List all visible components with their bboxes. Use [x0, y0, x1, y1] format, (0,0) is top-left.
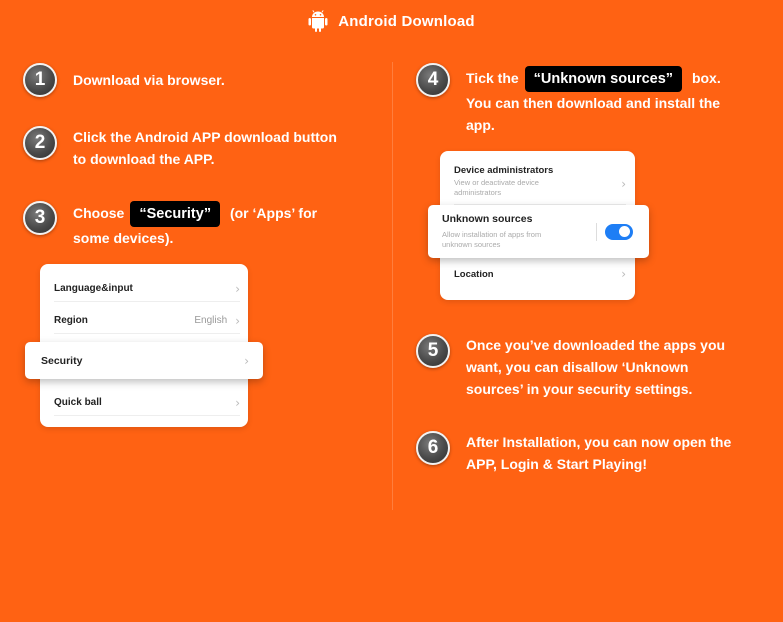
step-number: 2 [23, 126, 57, 160]
row-sub: Allow installation of apps from [442, 230, 542, 239]
step-text [466, 63, 721, 136]
step-text-line: to download the APP. [73, 151, 215, 167]
chevron-right-icon: › [621, 267, 626, 281]
row-sub: View or deactivate device [454, 178, 539, 187]
settings-row-security[interactable] [25, 342, 263, 379]
unknown-sources-tag: “Unknown sources” [525, 66, 682, 92]
row-label: Location [454, 268, 494, 280]
step-text [466, 334, 725, 400]
step-text-line: Click the Android APP download button [73, 129, 337, 145]
step-number: 4 [416, 63, 450, 97]
row-label: Device administrators [454, 165, 554, 176]
row-value: English [194, 315, 228, 326]
column-divider [392, 62, 393, 510]
step-text-line: app. [466, 117, 495, 134]
step-number: 3 [23, 201, 57, 235]
page-header [0, 10, 783, 32]
step-text: Download via browser. [73, 72, 225, 88]
step-text-line: APP, Login & Start Playing! [466, 456, 647, 472]
step-2 [23, 126, 337, 170]
chevron-right-icon: › [244, 353, 249, 368]
row-label: Region [54, 315, 88, 326]
step-text-line: Once you’ve downloaded the apps you [466, 337, 726, 353]
chevron-right-icon: › [235, 313, 240, 328]
step-text [73, 201, 317, 249]
security-tag: “Security” [130, 201, 220, 227]
row-label: Security [41, 354, 83, 367]
android-icon [308, 10, 328, 32]
step-5 [416, 334, 725, 400]
step-text-post: box. [691, 70, 721, 86]
chevron-right-icon: › [235, 395, 240, 410]
page-title: Android Download [338, 12, 475, 30]
settings-row-region[interactable] [54, 308, 240, 334]
row-label: Language&input [54, 283, 133, 294]
row-sub: unknown sources [442, 240, 501, 249]
step-number: 6 [416, 431, 450, 465]
step-number: 1 [23, 63, 57, 97]
toggle-separator [596, 223, 597, 241]
row-label: Unknown sources [442, 213, 533, 225]
step-number: 5 [416, 334, 450, 368]
step-text-line: sources’ in your security settings. [466, 381, 693, 397]
settings-row-quick-ball[interactable] [54, 390, 240, 416]
step-text-line: want, you can disallow ‘Unknown [466, 359, 689, 375]
step-1 [23, 63, 225, 97]
step-text-line: some devices). [73, 230, 174, 247]
step-text-line: After Installation, you can now open the [466, 434, 732, 450]
row-sub: administrators [454, 188, 502, 197]
row-label: Quick ball [54, 397, 102, 408]
unknown-sources-toggle[interactable] [605, 224, 633, 240]
chevron-right-icon: › [235, 281, 240, 296]
step-4 [416, 63, 721, 136]
step-text [466, 431, 731, 475]
chevron-right-icon: › [621, 177, 626, 191]
step-3 [23, 201, 317, 249]
step-text [73, 126, 337, 170]
settings-row-unknown-sources[interactable] [428, 205, 649, 258]
step-text-pre: Choose [73, 205, 125, 221]
step-6 [416, 431, 731, 475]
settings-row-location[interactable] [454, 261, 626, 287]
step-text-post: (or ‘Apps’ for [229, 205, 318, 221]
step-text-line: You can then download and install the [466, 95, 721, 112]
step-text-pre: Tick the [466, 70, 519, 86]
settings-row-device-admin[interactable] [454, 165, 626, 205]
settings-row-language[interactable] [54, 276, 240, 302]
